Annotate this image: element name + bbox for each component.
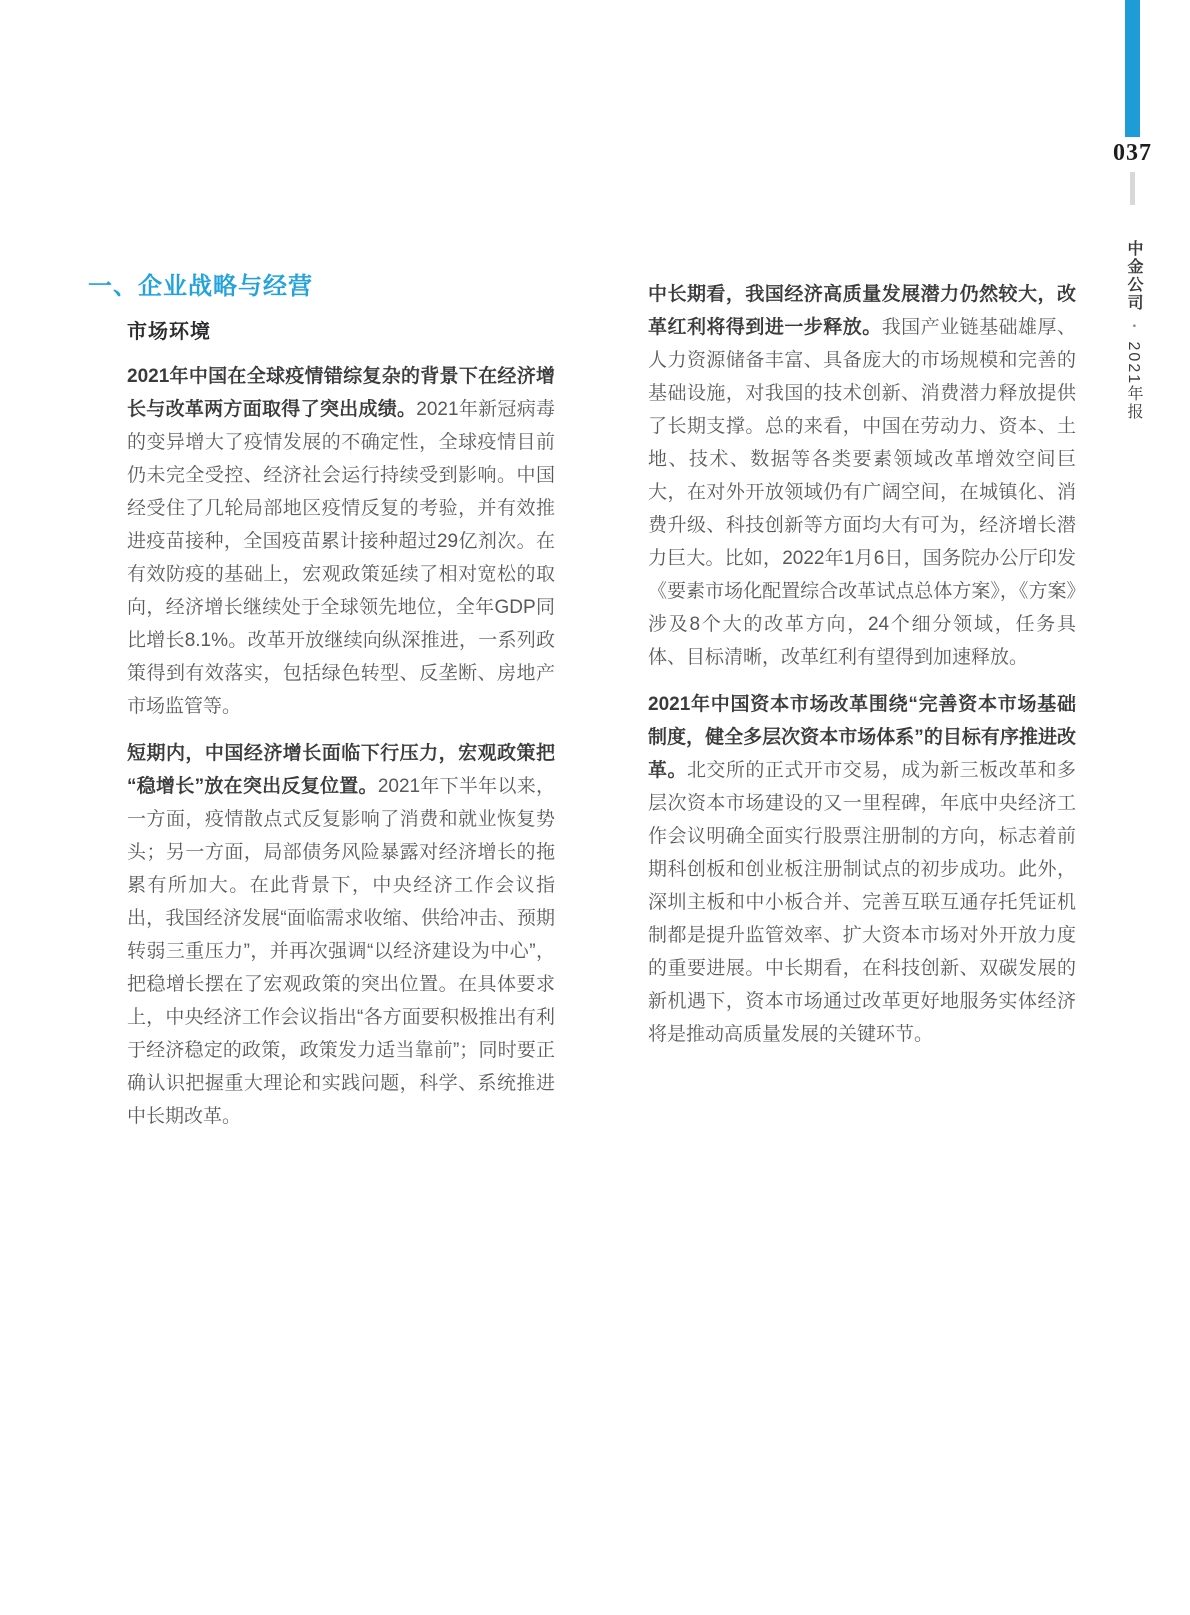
paragraph-body: 北交所的正式开市交易，成为新三板改革和多层次资本市场建设的又一里程碑，年底中央经济工作会议明确全面实行股票注册制的方向，标志着前期科创板和创业板注册制试点的初步成功。此外，深圳主板和中小板合并、完善互联互通存托凭证机制都是提升监管效率、扩大资本市场对外开放力度的重要进展。中长期看，在科技创新、双碳发展的新机遇下，资本市场通过改革更好地服务实体经济将是推动高质量发展的关键环节。 [648,760,1076,1045]
report-edition-caption [1122,240,1145,540]
bullet-separator: • [1128,324,1139,330]
paragraph-lead: 2021年中国资本市场改革围绕“完善资本市场基础制度，健全多层次资本市场体系”的目标有序推进改革。 [648,694,1076,781]
subsection-title: 市场环境 [127,321,211,343]
right-column [648,278,1076,1051]
paragraph-lead: 2021年中国在全球疫情错综复杂的背景下在经济增长与改革两方面取得了突出成绩。 [127,366,555,420]
page-number-divider [1130,172,1135,205]
paragraph-market-environment-2 [127,737,555,1133]
paragraph-body: 2021年下半年以来，一方面，疫情散点式反复影响了消费和就业恢复势头；另一方面，局部债务风险暴露对经济增长的拖累有所加大。在此背景下，中央经济工作会议指出，我国经济发展“面临需求收缩、供给冲击、预期转弱三重压力”，并再次强调“以经济建设为中心”，把稳增长摆在了宏观政策的突出位置。在具体要求上，中央经济工作会议指出“各方面要积极推出有利于经济稳定的政策，政策发力适当靠前”；同时要正确认识把握重大理论和实践问题，科学、系统推进中长期改革。 [127,776,555,1127]
report-year: 2021年报 [1125,341,1142,422]
paragraph-body: 2021年新冠病毒的变异增大了疫情发展的不确定性，全球疫情目前仍未完全受控、经济社会运行持续受到影响。中国经受住了几轮局部地区疫情反复的考验，并有效推进疫苗接种，全国疫苗累计接种超过29亿剂次。在有效防疫的基础上，宏观政策延续了相对宽松的取向，经济增长继续处于全球领先地位，全年GDP同比增长8.1%。改革开放继续向纵深推进，一系列政策得到有效落实，包括绿色转型、反垄断、房地产市场监管等。 [127,399,555,717]
paragraph-lead: 中长期看，我国经济高质量发展潜力仍然较大，改革红利将得到进一步释放。 [648,284,1076,338]
company-name: 中金公司 [1125,240,1142,312]
paragraph-capital-market-reform [648,688,1076,1051]
section-title: 一、企业战略与经营 [88,273,313,300]
paragraph-lead: 短期内，中国经济增长面临下行压力，宏观政策把“稳增长”放在突出反复位置。 [127,743,555,797]
accent-bar [1125,0,1140,137]
page-number: 037 [1113,140,1152,166]
paragraph-body: 我国产业链基础雄厚、人力资源储备丰富、具备庞大的市场规模和完善的基础设施，对我国的技术创新、消费潜力释放提供了长期支撑。总的来看，中国在劳动力、资本、土地、技术、数据等各类要素领域改革增效空间巨大，在对外开放领域仍有广阔空间，在城镇化、消费升级、科技创新等方面均大有可为，经济增长潜力巨大。比如，2022年1月6日，国务院办公厅印发《要素市场化配置综合改革试点总体方案》，《方案》涉及8个大的改革方向，24个细分领域，任务具体、目标清晰，改革红利有望得到加速释放。 [648,317,1076,668]
paragraph-market-environment-1 [127,360,555,723]
paragraph-long-term-outlook [648,278,1076,674]
left-column [88,272,555,1133]
